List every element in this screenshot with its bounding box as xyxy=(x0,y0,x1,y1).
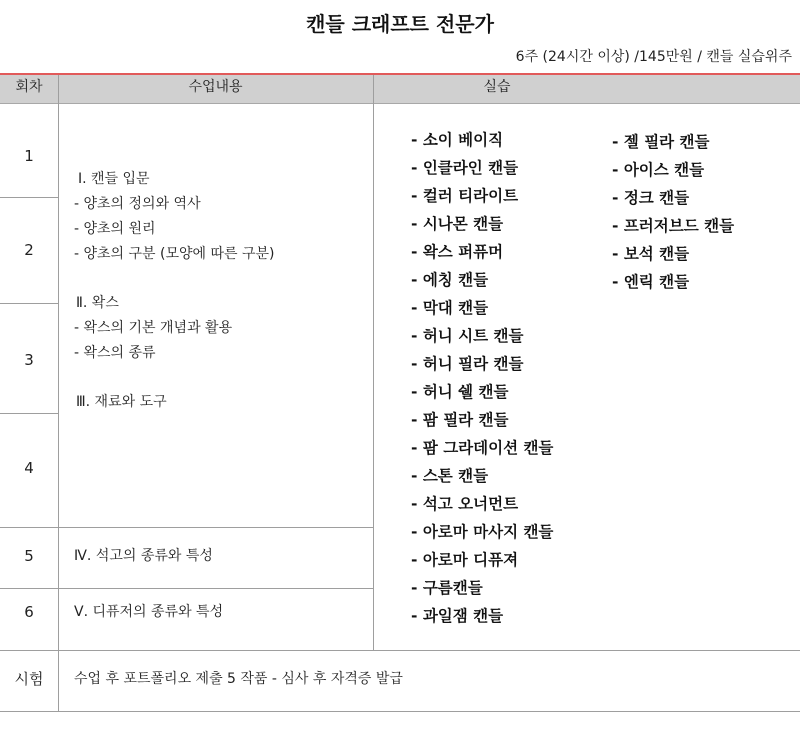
practice-item: - 스톤 캔들 xyxy=(411,467,489,485)
lesson-heading: Ⅴ. 디퓨저의 종류와 특성 xyxy=(74,604,224,620)
header-lesson: 수업내용 xyxy=(188,79,243,95)
lesson-item: - 양초의 구분 (모양에 따른 구분) xyxy=(74,246,275,262)
practice-item: - 아로마 마사지 캔들 xyxy=(411,523,554,541)
lesson-heading: Ⅲ. 재료와 도구 xyxy=(76,394,167,410)
practice-item: - 팜 필라 캔들 xyxy=(411,411,509,429)
column-divider xyxy=(373,75,374,650)
row-divider xyxy=(0,413,58,414)
practice-item: - 아이스 캔들 xyxy=(612,161,705,179)
practice-item: - 팜 그라데이션 캔들 xyxy=(411,439,554,457)
lesson-item: - 양초의 원리 xyxy=(74,221,156,237)
practice-item: - 컬러 티라이트 xyxy=(411,187,519,205)
row-divider xyxy=(0,588,373,589)
lesson-item: - 왁스의 기본 개념과 활용 xyxy=(74,320,233,336)
practice-item: - 과일잼 캔들 xyxy=(411,607,504,625)
practice-item: - 시나몬 캔들 xyxy=(411,215,504,233)
session-number: 2 xyxy=(24,241,34,259)
practice-item: - 인클라인 캔들 xyxy=(411,159,519,177)
practice-item: - 왁스 퍼퓨머 xyxy=(411,243,504,261)
practice-item: - 정크 캔들 xyxy=(612,189,690,207)
row-divider xyxy=(0,527,373,528)
practice-item: - 에칭 캔들 xyxy=(411,271,489,289)
practice-item: - 소이 베이직 xyxy=(411,131,504,149)
lesson-heading: Ⅰ. 캔들 입문 xyxy=(78,171,150,187)
row-divider xyxy=(0,650,800,651)
row-divider xyxy=(0,303,58,304)
page-title: 캔들 크래프트 전문가 xyxy=(306,12,494,36)
practice-item: - 젤 필라 캔들 xyxy=(612,133,710,151)
practice-item: - 석고 오너먼트 xyxy=(411,495,519,513)
practice-item: - 구름캔들 xyxy=(411,579,483,597)
row-divider xyxy=(0,197,58,198)
practice-item: - 엔릭 캔들 xyxy=(612,273,690,291)
exam-label: 시험 xyxy=(14,670,44,688)
header-practice: 실습 xyxy=(483,79,511,95)
lesson-heading: Ⅳ. 석고의 종류와 특성 xyxy=(74,548,213,564)
practice-item: - 아로마 디퓨져 xyxy=(411,551,519,569)
column-divider xyxy=(58,75,59,711)
practice-item: - 허니 필라 캔들 xyxy=(411,355,524,373)
lesson-heading: Ⅱ. 왁스 xyxy=(76,295,119,311)
exam-description: 수업 후 포트폴리오 제출 5 작품 - 심사 후 자격증 발급 xyxy=(74,671,403,687)
practice-item: - 프러저브드 캔들 xyxy=(612,217,735,235)
session-number: 1 xyxy=(24,147,34,165)
course-summary: 6주 (24시간 이상) /145만원 / 캔들 실습위주 xyxy=(515,49,792,65)
lesson-item: - 양초의 정의와 역사 xyxy=(74,196,201,212)
header-session: 회차 xyxy=(15,79,43,95)
table-header xyxy=(0,75,800,104)
practice-item: - 막대 캔들 xyxy=(411,299,489,317)
table-bottom-border xyxy=(0,711,800,712)
session-number: 4 xyxy=(24,459,34,477)
practice-item: - 보석 캔들 xyxy=(612,245,690,263)
practice-item: - 허니 쉘 캔들 xyxy=(411,383,509,401)
session-number: 6 xyxy=(24,603,34,621)
practice-item: - 허니 시트 캔들 xyxy=(411,327,524,345)
session-number: 3 xyxy=(24,351,34,369)
lesson-item: - 왁스의 종류 xyxy=(74,345,156,361)
session-number: 5 xyxy=(24,547,34,565)
